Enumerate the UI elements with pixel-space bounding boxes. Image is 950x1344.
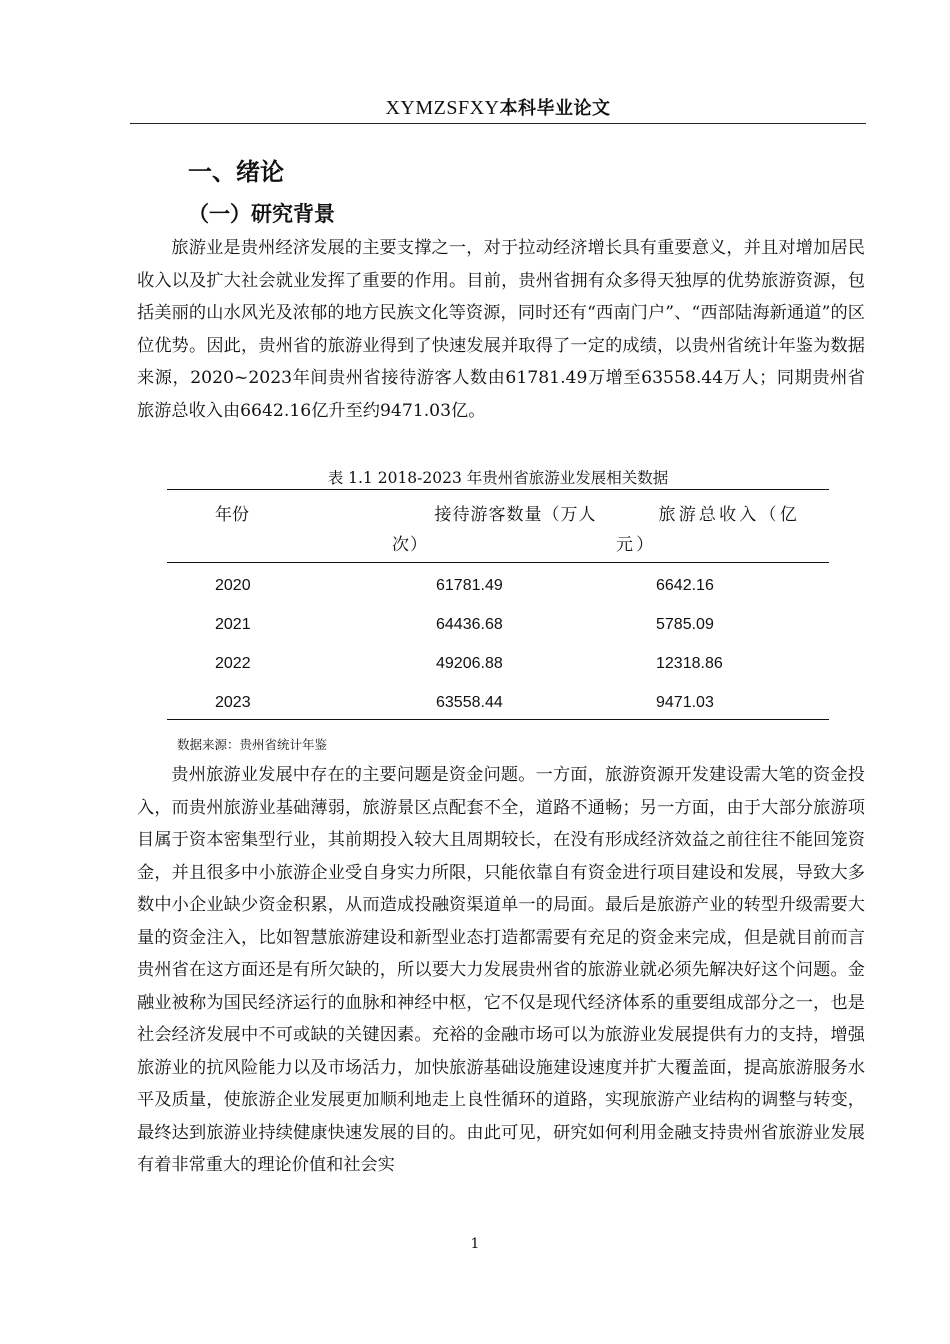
table-cell-revenue: 9471.03 <box>656 694 714 711</box>
table-cell-revenue: 6642.16 <box>656 577 714 594</box>
table-source-note: 数据来源：贵州省统计年鉴 <box>177 737 328 752</box>
table-cell-visitors: 64436.68 <box>436 616 503 633</box>
header-prefix: XYMZSFXY <box>385 97 500 119</box>
table-cell-visitors: 49206.88 <box>436 655 503 672</box>
table-caption: 表 1.1 2018-2023 年贵州省旅游业发展相关数据 <box>327 469 669 487</box>
header-title: 本科毕业论文 <box>499 98 611 119</box>
table-cell-year: 2020 <box>215 577 251 594</box>
table-header-visitors: 接待游客数量（万人次） <box>392 505 597 555</box>
table-cell-year: 2022 <box>215 655 251 672</box>
header-divider <box>130 123 866 124</box>
section-heading: （一）研究背景 <box>188 202 335 226</box>
chapter-heading: 一、绪论 <box>188 158 284 186</box>
page-number: 1 <box>470 1236 480 1252</box>
paragraph-1: 旅游业是贵州经济发展的主要支撑之一，对于拉动经济增长具有重要意义，并且对增加居民收入以及扩大社会就业发挥了重要的作用。目前，贵州省拥有众多得天独厚的优势旅游资源，包括美丽的山水风光及浓郁的地方民族文化等资源，同时还有“西南门户”、“西部陆海新通道”的区位优势。因此，贵州省的旅游业得到了快速发展并取得了一定的成绩，以贵州省统计年鉴为数据来源，2020~2023年间贵州省接待游客人数由61781.49万增至63558.44万人；同期贵州省旅游总收入由6642.16亿升至约9471.03亿。 <box>137 238 865 421</box>
paragraph-2: 贵州旅游业发展中存在的主要问题是资金问题。一方面，旅游资源开发建设需大笔的资金投入，而贵州旅游业基础薄弱，旅游景区点配套不全，道路不通畅；另一方面，由于大部分旅游项目属于资本密集型行业，其前期投入较大且周期较长，在没有形成经济效益之前往往不能回笼资金，并且很多中小旅游企业受自身实力所限，只能依靠自有资金进行项目建设和发展，导致大多数中小企业缺少资金积累，从而造成投融资渠道单一的局面。最后是旅游产业的转型升级需要大量的资金注入，比如智慧旅游建设和新型业态打造都需要有充足的资金来完成，但是就目前而言贵州省在这方面还是有所欠缺的，所以要大力发展贵州省的旅游业就必须先解决好这个问题。金融业被称为国民经济运行的血脉和神经中枢，它不仅是现代经济体系的重要组成部分之一，也是社会经济发展中不可或缺的关键因素。充裕的金融市场可以为旅游业发展提供有力的支持，增强旅游业的抗风险能力以及市场活力，加快旅游基础设施建设速度并扩大覆盖面，提高旅游服务水平及质量，使旅游企业发展更加顺利地走上良性循环的道路，实现旅游产业结构的调整与转变，最终达到旅游业持续健康快速发展的目的。由此可见，研究如何利用金融支持贵州省旅游业发展有着非常重大的理论价值和社会实 <box>137 765 865 1175</box>
table-header-year: 年份 <box>215 505 249 525</box>
table-cell-visitors: 61781.49 <box>436 577 503 594</box>
page-header <box>130 94 866 120</box>
table-cell-revenue: 12318.86 <box>656 655 723 672</box>
table-cell-revenue: 5785.09 <box>656 616 714 633</box>
table-top-rule <box>167 489 829 490</box>
table-header-rule <box>167 562 829 563</box>
table-header-revenue: 旅游总收入（亿元） <box>616 505 800 555</box>
table-cell-year: 2021 <box>215 616 251 633</box>
table-bottom-rule <box>167 719 829 720</box>
table-cell-year: 2023 <box>215 694 251 711</box>
table-cell-visitors: 63558.44 <box>436 694 503 711</box>
